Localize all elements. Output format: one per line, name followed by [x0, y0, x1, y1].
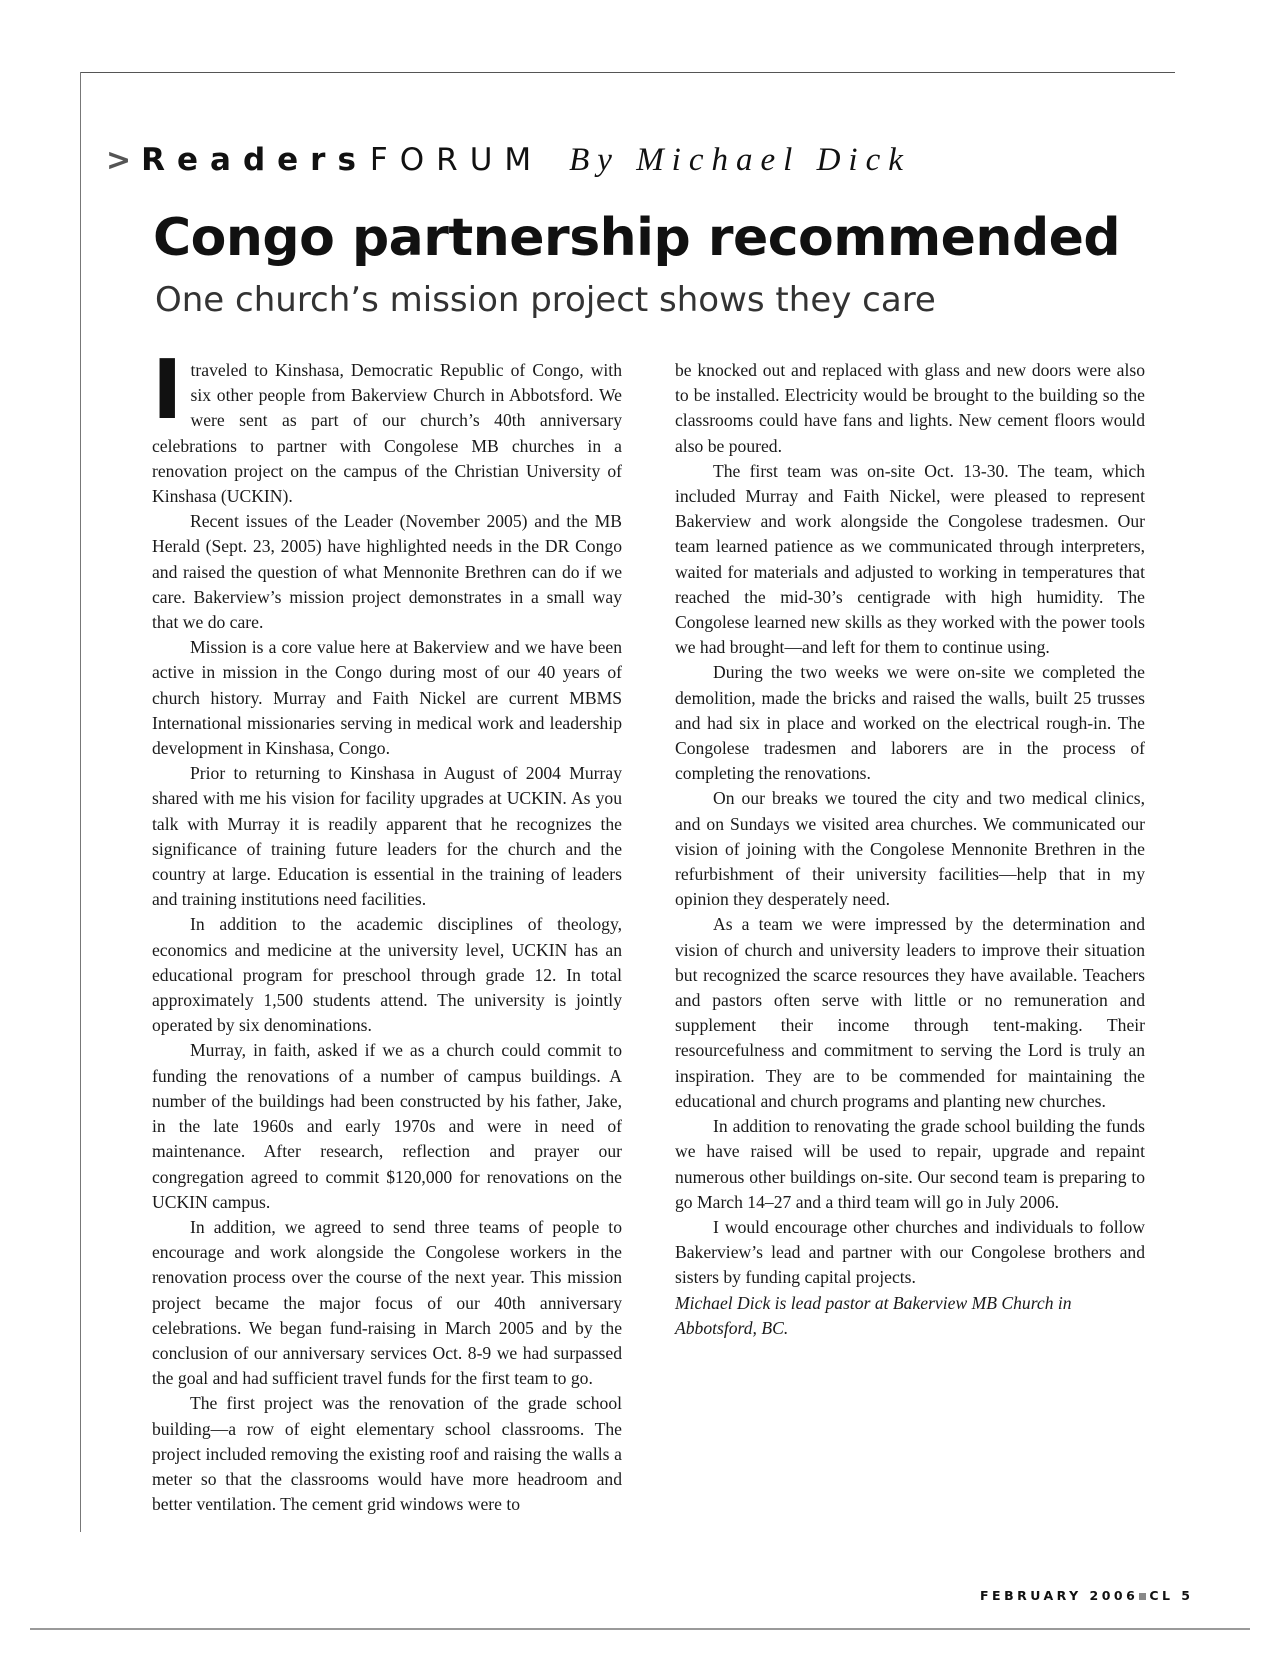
- article-paragraph: Itraveled to Kinshasa, Democratic Republic of Congo, with six other people from Bakerview Church in Abbotsford. We were sent as part of our church’s 40th anniversary celebrations to partner with Congolese MB churches in a renovation project on the campus of the Christian University of Kinshasa (UCKIN).: [152, 343, 622, 507]
- kicker-forum: FORUM: [369, 142, 544, 178]
- article-paragraph: Recent issues of the Leader (November 2005) and the MB Herald (Sept. 23, 2005) have highlighted needs in the DR Congo and raised the question of what Mennonite Brethren can do if we care. Bakerview’s mission project demonstrates in a small way that we do care.: [152, 511, 622, 633]
- page-folio: [980, 1588, 1194, 1603]
- article-paragraph: In addition to the academic disciplines of theology, economics and medicine at the university level, UCKIN has an educational program for preschool through grade 12. In total approximately 1,500 students attend. The university is jointly operated by six denominations.: [152, 914, 622, 1036]
- article-paragraph: In addition, we agreed to send three teams of people to encourage and work alongside the Congolese workers in the renovation process over the course of the next year. This mission project became the major focus of our 40th anniversary celebrations. We began fund-raising in March 2005 and by the conclusion of our anniversary services Oct. 8-9 we had surpassed the goal and had sufficient travel funds for the first team to go.: [152, 1216, 622, 1389]
- bottom-rule: [30, 1628, 1250, 1630]
- article-paragraph: The first project was the renovation of the grade school building—a row of eight elementary school classrooms. The project included removing the existing roof and raising the walls a meter so that the classrooms would have more headroom and better ventilation. The cement grid windows were to: [152, 1393, 622, 1515]
- folio-issue: FEBRUARY 2006: [980, 1588, 1139, 1603]
- folio-page: CL 5: [1149, 1588, 1194, 1603]
- headline: Congo partnership recommended: [153, 208, 1121, 268]
- kicker-readers: Readers: [141, 142, 368, 178]
- article-paragraph: Murray, in faith, asked if we as a church could commit to funding the renovations of a number of campus buildings. A number of the buildings had been constructed by his father, Jake, in the late 1960s and early 1970s and were in need of maintenance. After research, reflection and prayer our congregation agreed to commit $120,000 for renovations on the UCKIN campus.: [152, 1040, 622, 1212]
- article-paragraph: be knocked out and replaced with glass and new doors were also to be installed. Electricity would be brought to the building so the classrooms could have fans and lights. New cement floors would also be poured.: [675, 360, 1145, 456]
- top-rule: [80, 72, 1175, 73]
- article-column-right: [675, 358, 1145, 1341]
- author-bio: Michael Dick is lead pastor at Bakerview MB Church in Abbotsford, BC.: [675, 1292, 1072, 1338]
- left-rule: [80, 72, 81, 1532]
- article-paragraph: In addition to renovating the grade school building the funds we have raised will be used to repair, upgrade and repaint numerous other buildings on-site. Our second team is preparing to go March 14–27 and a third team will go in July 2006.: [675, 1116, 1145, 1212]
- section-kicker: [106, 142, 911, 188]
- article-paragraph: I would encourage other churches and individuals to follow Bakerview’s lead and partner with our Congolese brothers and sisters by funding capital projects.: [675, 1216, 1145, 1288]
- kicker-arrow-icon: >: [106, 143, 132, 178]
- drop-cap: I: [152, 343, 183, 438]
- article-paragraph: Prior to returning to Kinshasa in August of 2004 Murray shared with me his vision for facility upgrades at UCKIN. As you talk with Murray it is readily apparent that he recognizes the significance of training future leaders for the church and the country at large. Education is essential in the training of leaders and training institutions need facilities.: [152, 763, 622, 910]
- article-paragraph: The first team was on-site Oct. 13-30. The team, which included Murray and Faith Nickel, were pleased to represent Bakerview and work alongside the Congolese tradesmen. Our team learned patience as we communicated through interpreters, waited for materials and adjusted to working in temperatures that reached the mid-30’s centigrade with high humidity. The Congolese learned new skills as they worked with the power tools we had brought—and left for them to continue using.: [675, 460, 1145, 658]
- byline: By Michael Dick: [569, 142, 911, 178]
- folio-separator-icon: [1139, 1593, 1146, 1600]
- article-paragraph: During the two weeks we were on-site we completed the demolition, made the bricks and raised the walls, built 25 trusses and had six in place and worked on the electrical rough-in. The Congolese tradesmen and laborers are in the process of completing the renovations.: [675, 662, 1145, 784]
- article-paragraph: As a team we were impressed by the determination and vision of church and university leaders to improve their situation but recognized the scarce resources they have available. Teachers and pastors often serve with little or no remuneration and supplement their income through tent-making. Their resourcefulness and commitment to serving the Lord is truly an inspiration. They are to be commended for maintaining the educational and church programs and planting new churches.: [675, 914, 1145, 1111]
- article-column-left: [152, 343, 622, 1517]
- article-paragraph: Mission is a core value here at Bakerview and we have been active in mission in the Congo during most of our 40 years of church history. Murray and Faith Nickel are current MBMS International missionaries serving in medical work and leadership development in Kinshasa, Congo.: [152, 637, 622, 759]
- subheadline: One church’s mission project shows they care: [155, 280, 936, 320]
- article-paragraph: On our breaks we toured the city and two medical clinics, and on Sundays we visited area churches. We communicated our vision of joining with the Congolese Mennonite Brethren in the refurbishment of their university facilities—help that in my opinion they desperately need.: [675, 788, 1145, 910]
